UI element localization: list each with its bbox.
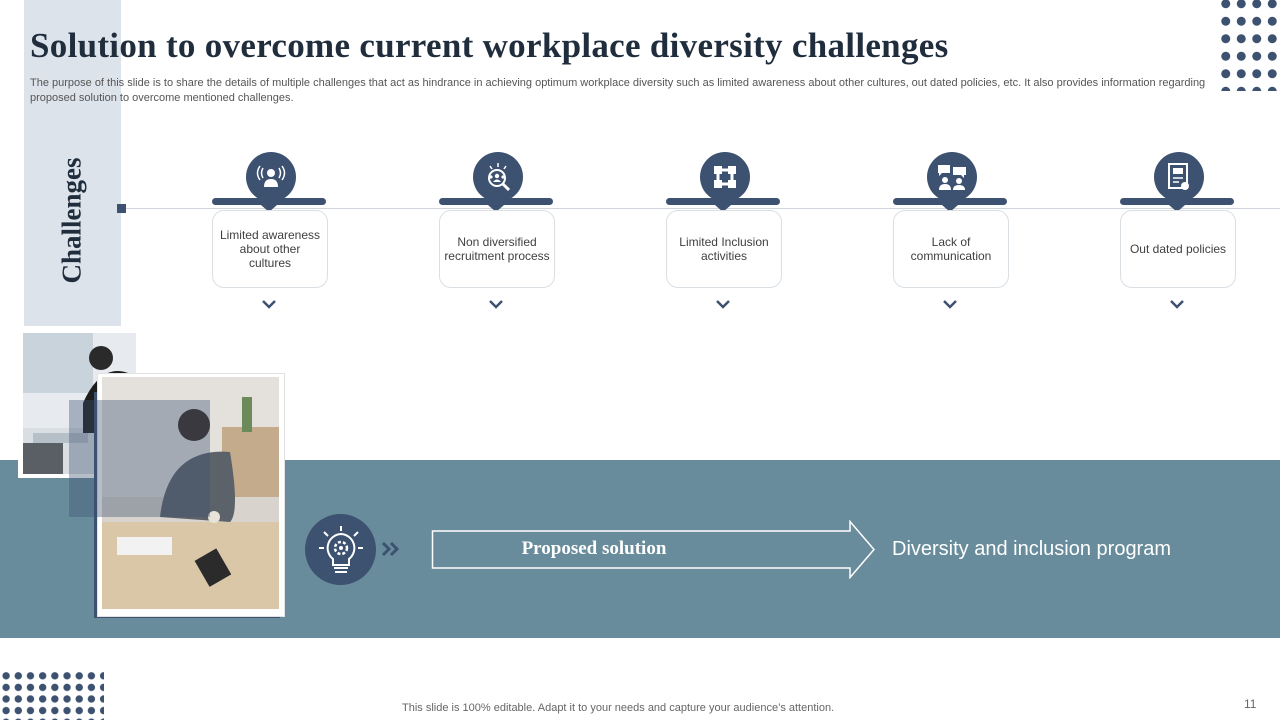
challenge-label: Lack of communication (910, 235, 992, 263)
challenge-card (439, 210, 555, 288)
challenges-section-label (49, 150, 95, 290)
challenge-bar (1120, 198, 1234, 205)
challenge-label: Non diversified recruitment process (444, 235, 550, 263)
challenge-item (1120, 150, 1238, 315)
dot-pattern-bottom-left (0, 670, 104, 720)
timeline-start-marker (117, 204, 126, 213)
photo-color-overlay (69, 400, 210, 517)
challenge-bar (893, 198, 1007, 205)
challenges-heading: Challenges (56, 156, 87, 284)
solution-result-text: Diversity and inclusion program (892, 538, 1172, 560)
challenge-label: Limited awareness about other cultures (219, 228, 321, 270)
chevron-down-icon (716, 300, 730, 309)
chevron-down-icon (943, 300, 957, 309)
chevron-down-icon (489, 300, 503, 309)
double-chevron-right-icon (381, 541, 401, 557)
speaker-person-icon (246, 152, 296, 202)
lightbulb-gear-icon (305, 514, 376, 585)
challenge-item (666, 150, 784, 315)
challenge-bar (439, 198, 553, 205)
challenge-card (212, 210, 328, 288)
challenge-item (212, 150, 330, 315)
dot-pattern-top-right (1218, 0, 1280, 91)
challenge-bar (666, 198, 780, 205)
page-number: 11 (1244, 697, 1257, 711)
proposed-solution-label: Proposed solution (521, 538, 667, 559)
footer-note: This slide is 100% editable. Adapt it to your needs and capture your audience’s attention. (402, 702, 835, 714)
search-people-icon (473, 152, 523, 202)
chevron-down-icon (262, 300, 276, 309)
challenge-item (439, 150, 557, 315)
linked-hands-icon (700, 152, 750, 202)
chevron-down-icon (1170, 300, 1184, 309)
slide-description: The purpose of this slide is to share the details of multiple challenges that act as hindrance in achieving optimum workplace diversity such as limited awareness about other cultures, out dated policies, etc. It also provides information regarding proposed solution to overcome mentioned challenges. (30, 77, 1206, 104)
challenge-card (1120, 210, 1236, 288)
chat-people-icon (927, 152, 977, 202)
challenge-card (893, 210, 1009, 288)
slide-title: Solution to overcome current workplace diversity challenges (30, 26, 949, 65)
challenge-card (666, 210, 782, 288)
challenge-label: Limited Inclusion activities (679, 235, 769, 263)
challenge-label: Out dated policies (1129, 242, 1227, 256)
document-icon (1154, 152, 1204, 202)
challenge-bar (212, 198, 326, 205)
challenge-item (893, 150, 1011, 315)
